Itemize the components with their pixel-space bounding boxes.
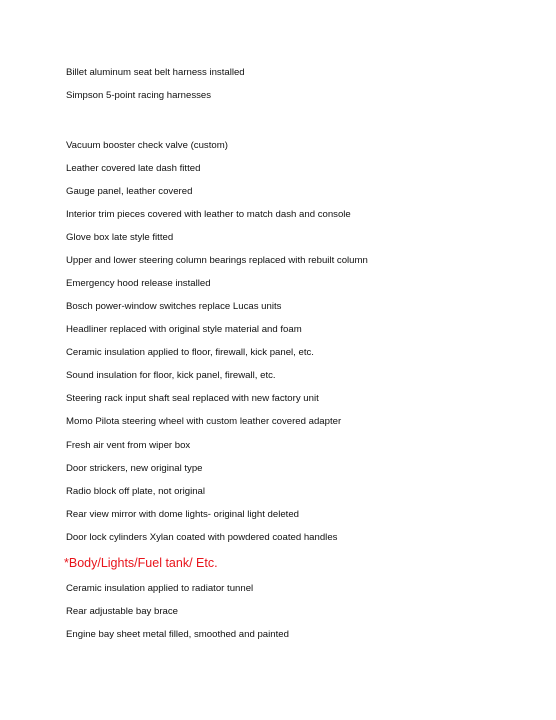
list-item: Ceramic insulation applied to radiator tunnel — [66, 583, 254, 594]
list-item: Steering rack input shaft seal replaced with new factory unit — [66, 393, 319, 404]
list-item: Leather covered late dash fitted — [66, 163, 201, 174]
list-item: Simpson 5-point racing harnesses — [66, 90, 212, 101]
section-heading: *Body/Lights/Fuel tank/ Etc. — [64, 556, 218, 570]
list-item: Upper and lower steering column bearings replaced with rebuilt column — [66, 255, 368, 266]
list-item: Glove box late style fitted — [66, 232, 174, 243]
list-item: Emergency hood release installed — [66, 278, 211, 289]
list-item: Momo Pilota steering wheel with custom leather covered adapter — [66, 416, 342, 427]
list-item: Door lock cylinders Xylan coated with powdered coated handles — [66, 532, 338, 543]
list-item: Sound insulation for floor, kick panel, firewall, etc. — [66, 370, 276, 381]
list-item: Rear adjustable bay brace — [66, 606, 178, 617]
list-item: Engine bay sheet metal filled, smoothed and painted — [66, 629, 289, 640]
list-item: Billet aluminum seat belt harness installed — [66, 67, 245, 78]
list-item: Door strickers, new original type — [66, 463, 203, 474]
list-item: Radio block off plate, not original — [66, 486, 206, 497]
list-item: Rear view mirror with dome lights- original light deleted — [66, 509, 300, 520]
list-item: Ceramic insulation applied to floor, firewall, kick panel, etc. — [66, 347, 314, 358]
list-item: Fresh air vent from wiper box — [66, 440, 191, 451]
list-item: Interior trim pieces covered with leather to match dash and console — [66, 209, 351, 220]
list-item: Bosch power-window switches replace Lucas units — [66, 301, 282, 312]
list-item: Gauge panel, leather covered — [66, 186, 193, 197]
list-item: Vacuum booster check valve (custom) — [66, 140, 228, 151]
list-item: Headliner replaced with original style material and foam — [66, 324, 302, 335]
